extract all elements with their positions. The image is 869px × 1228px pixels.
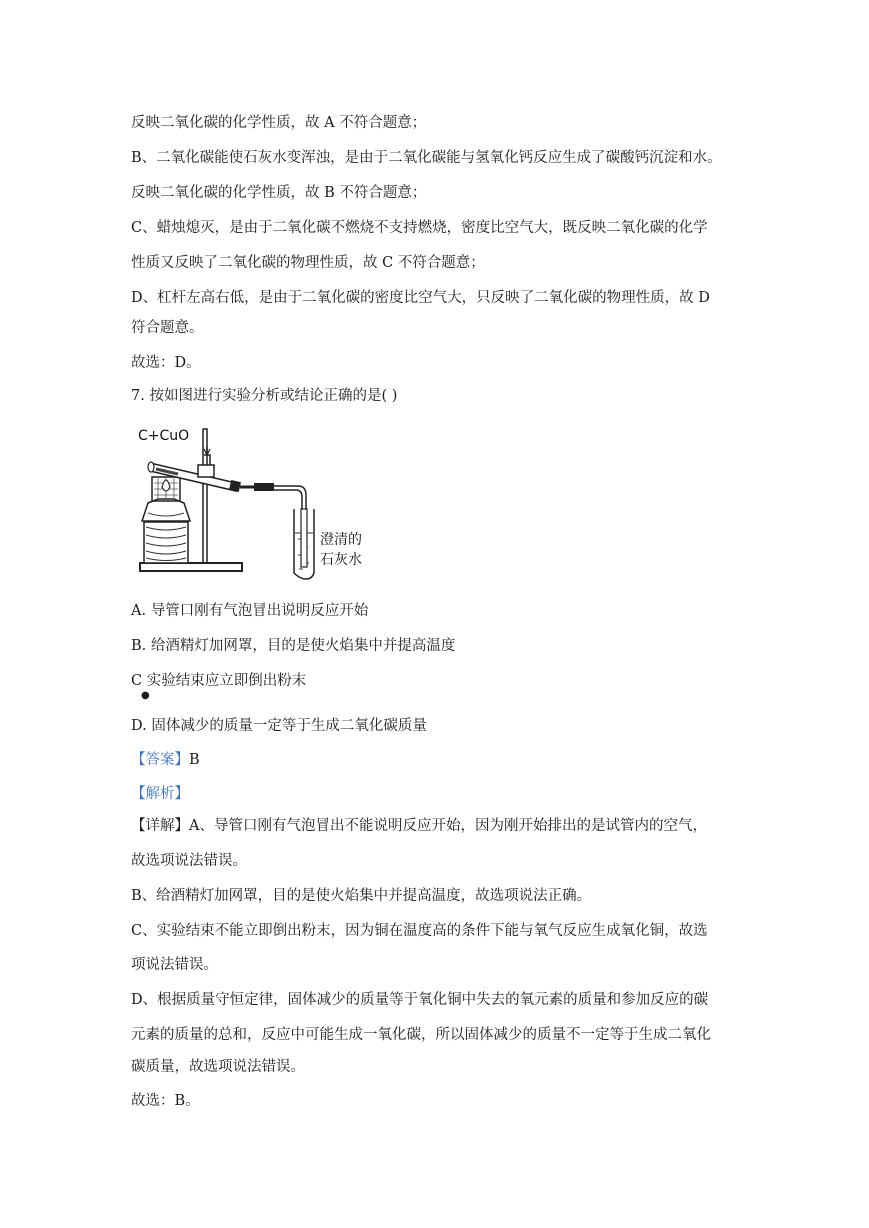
option-d: D. 固体减少的质量一定等于生成二氧化碳质量 [131,718,427,734]
text-line: B、给酒精灯加网罩，目的是使火焰集中并提高温度，故选项说法正确。 [131,888,592,904]
text-line: C、蜡烛熄灭，是由于二氧化碳不燃烧不支持燃烧，密度比空气大，既反映二氧化碳的化学 [131,220,708,236]
detail-line [131,816,707,836]
answer-tag: 【答案】 [131,752,189,768]
text-line: 性质又反映了二氧化碳的物理性质，故 C 不符合题意； [131,255,485,271]
text-line: 项说法错误。 [131,957,218,973]
option-b: B. 给酒精灯加网罩，目的是使火焰集中并提高温度 [131,638,456,654]
experiment-figure [138,425,398,585]
text-line: 故选：B。 [131,1093,200,1109]
text-line: 反映二氧化碳的化学性质，故 A 不符合题意； [131,115,427,131]
answer-value: B [189,752,200,768]
option-c: C 实验结束应立即倒出粉末 [131,673,307,689]
analysis-tag: 【解析】 [131,786,189,802]
text-line: C、实验结束不能立即倒出粉末，因为铜在温度高的条件下能与氧气反应生成氧化铜，故选 [131,923,708,939]
text-line: 碳质量，故选项说法错误。 [131,1059,305,1075]
detail-text: A、导管口刚有气泡冒出不能说明反应开始，因为刚开始排出的是试管内的空气， [189,818,707,834]
limewater-label-line1: 澄清的 [320,532,362,548]
text-line: B、二氧化碳能使石灰水变浑浊，是由于二氧化碳能与氢氧化钙反应生成了碳酸钙沉淀和水。 [131,150,722,166]
option-a: A. 导管口刚有气泡冒出说明反应开始 [131,603,369,619]
text-line: D、杠杆左高右低，是由于二氧化碳的密度比空气大，只反映了二氧化碳的物理性质，故 D [131,290,710,306]
text-line: 故选项说法错误。 [131,853,247,869]
text-line: D、根据质量守恒定律，固体减少的质量等于氧化铜中失去的氧元素的质量和参加反应的碳 [131,992,709,1008]
question-title: 7. 按如图进行实验分析或结论正确的是( ) [131,388,398,404]
text-line: 符合题意。 [131,320,204,336]
text-line: 元素的质量的总和，反应中可能生成一氧化碳，所以固体减少的质量不一定等于生成二氧化 [131,1027,711,1043]
text-line: 反映二氧化碳的化学性质，故 B 不符合题意； [131,185,427,201]
reactant-label: C+CuO [138,428,190,444]
limewater-label-line2: 石灰水 [320,552,362,568]
detail-tag: 【详解】 [131,818,189,834]
stray-dot: ● [141,690,150,701]
text-line: 故选：D。 [131,355,201,371]
answer-line [131,750,200,770]
